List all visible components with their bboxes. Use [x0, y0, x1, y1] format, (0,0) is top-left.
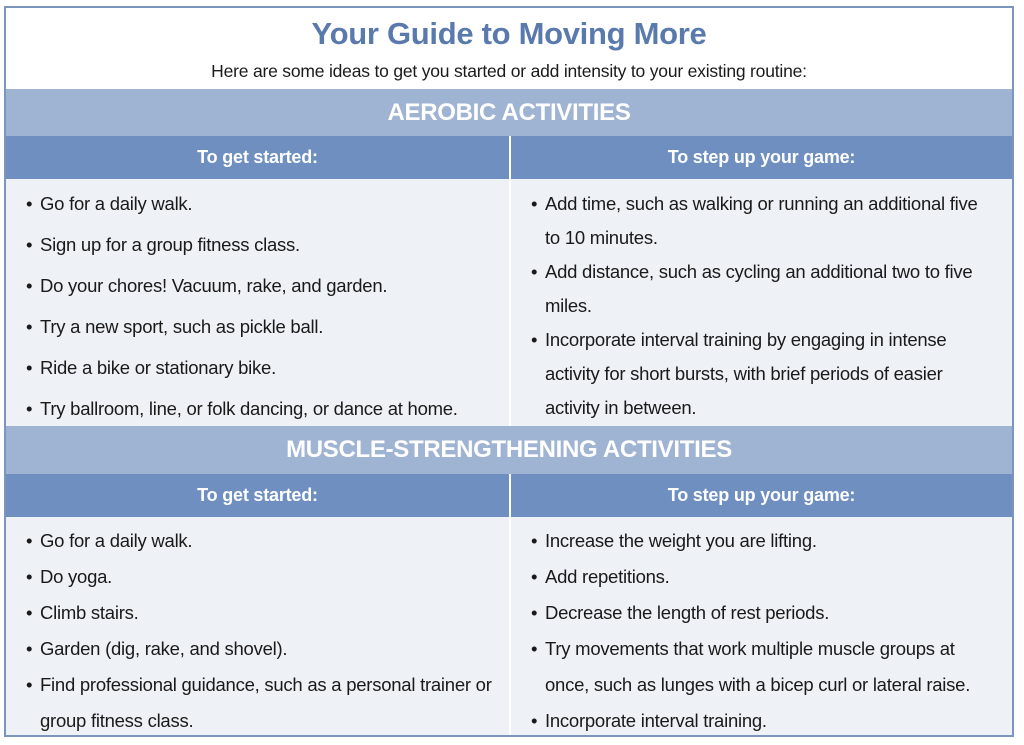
aerobic-left-column [6, 179, 509, 426]
muscle-right-column [511, 517, 1012, 735]
muscle-left-list [26, 523, 495, 739]
list-item: • Sign up for a group fitness class. [26, 228, 499, 262]
list-item: • Add repetitions. [531, 559, 988, 595]
list-item: • Find professional guidance, such as a personal trainer or group fitness class. [26, 667, 495, 739]
muscle-left-header: To get started: [6, 474, 509, 517]
list-item: • Go for a daily walk. [26, 187, 499, 221]
list-item: • Add time, such as walking or running an additional five to 10 minutes. [531, 187, 982, 255]
list-item: • Incorporate interval training by engaging in intense activity for short bursts, with brief periods of easier activity in between. [531, 323, 982, 425]
list-item: • Try ballroom, line, or folk dancing, or dance at home. [26, 392, 499, 426]
list-item: • Try movements that work multiple muscle groups at once, such as lunges with a bicep curl or lateral raise. [531, 631, 988, 703]
list-item: • Do your chores! Vacuum, rake, and garden. [26, 269, 499, 303]
aerobic-left-header: To get started: [6, 136, 509, 179]
aerobic-left-list [26, 187, 499, 426]
list-item: • Try a new sport, such as pickle ball. [26, 310, 499, 344]
list-item: • Go for a daily walk. [26, 523, 495, 559]
list-item: • Increase the weight you are lifting. [531, 523, 988, 559]
page-subtitle: Here are some ideas to get you started or add intensity to your existing routine: [211, 61, 807, 81]
aerobic-section-heading: AEROBIC ACTIVITIES [6, 89, 1012, 136]
list-item: • Add distance, such as cycling an additional two to five miles. [531, 255, 982, 323]
muscle-section-heading: MUSCLE-STRENGTHENING ACTIVITIES [6, 426, 1012, 474]
aerobic-right-column [511, 179, 1012, 426]
aerobic-right-list [531, 187, 982, 425]
list-item: • Do yoga. [26, 559, 495, 595]
guide-card [4, 6, 1014, 737]
muscle-left-column [6, 517, 509, 735]
list-item: • Incorporate interval training. [531, 703, 988, 739]
list-item: • Decrease the length of rest periods. [531, 595, 988, 631]
muscle-right-list [531, 523, 988, 739]
aerobic-right-header: To step up your game: [511, 136, 1012, 179]
list-item: • Climb stairs. [26, 595, 495, 631]
list-item: • Ride a bike or stationary bike. [26, 351, 499, 385]
list-item: • Garden (dig, rake, and shovel). [26, 631, 495, 667]
page-title: Your Guide to Moving More [311, 16, 707, 51]
muscle-right-header: To step up your game: [511, 474, 1012, 517]
